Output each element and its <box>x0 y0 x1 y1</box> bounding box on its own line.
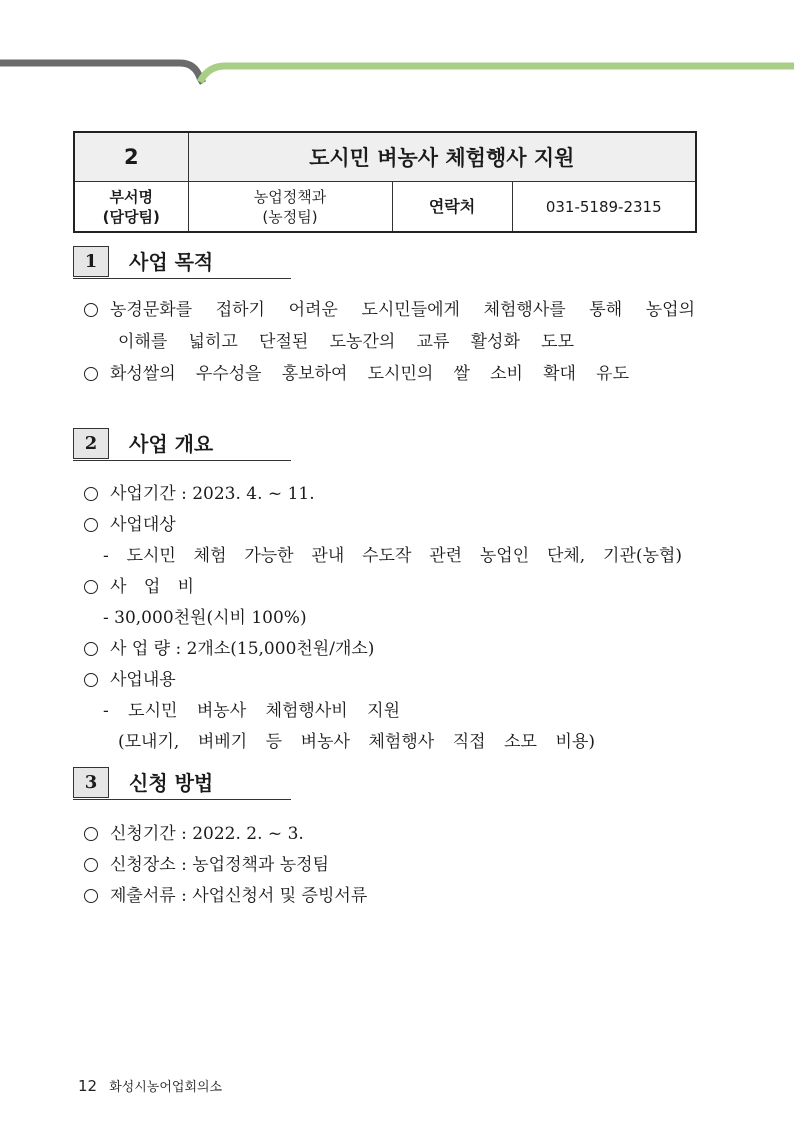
sub-item: - 30,000천원(시비 100%) <box>103 608 307 628</box>
dept-label: 부서명 <box>109 187 153 206</box>
program-title: 도시민 벼농사 체험행사 지원 <box>188 132 696 182</box>
list-item: 신청장소 : 농업정책과 농정팀 <box>84 853 329 877</box>
list-item: 화성쌀의 우수성을 홍보하여 도시민의 쌀 소비 확대 유도 <box>84 362 629 386</box>
section-2-heading <box>73 428 291 461</box>
list-item: 신청기간 : 2022. 2. ~ 3. <box>84 822 304 846</box>
circle-bullet-icon <box>84 580 98 594</box>
circle-bullet-icon <box>84 518 98 532</box>
section-number: 3 <box>73 767 109 798</box>
sub-item: - 도시민 벼농사 체험행사비 지원 <box>103 701 400 721</box>
contact-value: 031-5189-2315 <box>512 182 696 233</box>
list-item: 사 업 비 <box>84 575 200 599</box>
sub-item: - 도시민 체험 가능한 관내 수도작 관련 농업인 단체, 기관(농협) <box>103 546 682 566</box>
circle-bullet-icon <box>84 858 98 872</box>
list-item: 사업내용 <box>84 668 176 692</box>
section-number: 1 <box>73 246 109 277</box>
team-label: (담당팀) <box>102 207 160 226</box>
circle-bullet-icon <box>84 673 98 687</box>
list-item: 농경문화를 접하기 어려운 도시민들에게 체험행사를 통해 농업의 <box>84 298 695 322</box>
page-footer <box>78 1076 222 1095</box>
circle-bullet-icon <box>84 367 98 381</box>
section-title: 신청 방법 <box>129 771 214 795</box>
section-title: 사업 개요 <box>129 432 214 456</box>
list-item: 제출서류 : 사업신청서 및 증빙서류 <box>84 884 367 908</box>
team-value: (농정팀) <box>262 207 318 226</box>
circle-bullet-icon <box>84 642 98 656</box>
list-item: 사 업 량 : 2개소(15,000천원/개소) <box>84 637 374 661</box>
footer-organization: 화성시농어업회의소 <box>109 1080 223 1095</box>
list-item: 사업대상 <box>84 513 176 537</box>
section-title: 사업 목적 <box>129 250 214 274</box>
circle-bullet-icon <box>84 303 98 317</box>
circle-bullet-icon <box>84 889 98 903</box>
section-3-heading <box>73 767 291 800</box>
page-number: 12 <box>78 1077 98 1095</box>
section-number: 2 <box>73 428 109 459</box>
list-item-continued: 이해를 넓히고 단절된 도농간의 교류 활성화 도모 <box>118 332 574 352</box>
list-item: 사업기간 : 2023. 4. ~ 11. <box>84 482 315 506</box>
contact-label: 연락처 <box>392 182 512 233</box>
dept-label-cell <box>74 182 188 233</box>
sub-item-continued: (모내기, 벼베기 등 벼농사 체험행사 직접 소모 비용) <box>118 732 595 752</box>
header-info-table <box>73 131 697 233</box>
header-decoration <box>0 58 794 88</box>
dept-value-cell <box>188 182 392 233</box>
circle-bullet-icon <box>84 827 98 841</box>
program-number: 2 <box>74 132 188 182</box>
circle-bullet-icon <box>84 487 98 501</box>
section-1-heading <box>73 246 291 279</box>
dept-value: 농업정책과 <box>253 187 327 206</box>
